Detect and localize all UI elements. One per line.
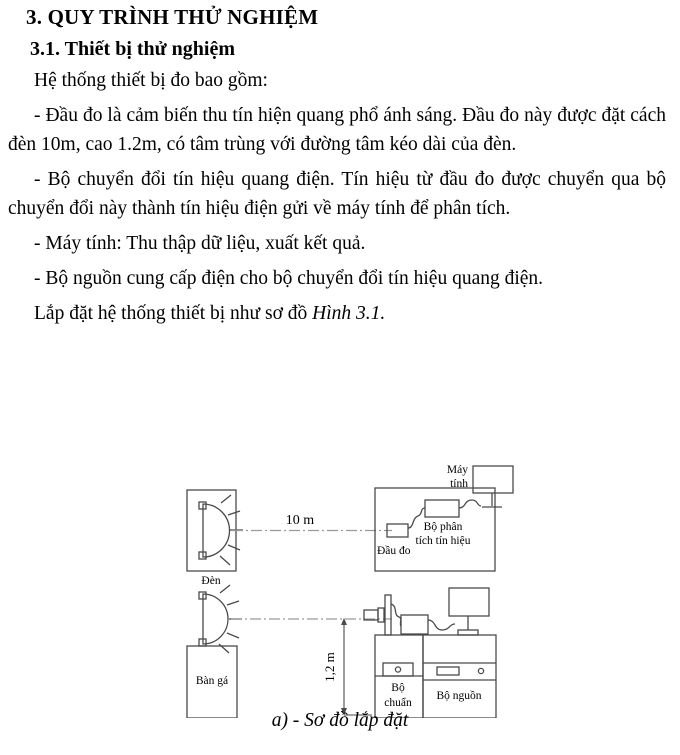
power-unit-label-side: Bộ nguồn: [436, 690, 482, 702]
computer-monitor-screen-top: [473, 466, 513, 493]
page-title: 3. QUY TRÌNH THỬ NGHIỆM: [26, 5, 319, 29]
cable-detector-analyzer-top: [408, 508, 425, 528]
fixture-table-label-side: Bàn gá: [195, 675, 229, 687]
power-unit-indicator-side: [478, 668, 483, 673]
lamp-reflector-side: [203, 594, 228, 644]
lamp-reflector-top: [203, 504, 230, 557]
standard-unit-knob-side: [395, 667, 400, 672]
power-unit-slot-side: [437, 667, 459, 675]
distance-label-top: 10 m: [285, 513, 315, 528]
standard-unit-label-side-line2: chuẩn: [384, 697, 412, 709]
paragraph-power-supply: - Bộ nguồn cung cấp điện cho bộ chuyển đổi tín hiệu quang điện.: [34, 268, 544, 290]
dimension-height-side: [341, 618, 372, 715]
paragraph-converter: - Bộ chuyển đổi tín hiệu quang điện. Tín hiệu từ đầu đo được chuyển qua bộ chuyển đổi này thành tín hiệu điện gửi về máy tính để phân tích.: [8, 169, 666, 220]
computer-label-top-line1: Máy: [446, 464, 468, 476]
height-label-side: 1,2 m: [322, 652, 337, 682]
bench-right-side: [423, 635, 496, 718]
analyzer-box-side: [401, 615, 428, 634]
document-page: [0, 6, 680, 755]
paragraph-detector: - Đầu đo là cảm biến thu tín hiện quang phổ ánh sáng. Đầu đo này được đặt cách đèn 10m, cao 1.2m, có tâm trùng với đường tâm kéo dài của đèn.: [8, 105, 666, 156]
lamp-label-top: Đèn: [201, 575, 221, 587]
computer-monitor-base-side: [458, 630, 478, 635]
figure-caption: a) - Sơ đồ lắp đặt: [271, 710, 409, 731]
section-heading: 3.1. Thiết bị thử nghiệm: [30, 38, 235, 61]
figure-reference-label: Hình 3.1.: [312, 303, 386, 325]
analyzer-label-top-line1: Bộ phân: [423, 521, 463, 533]
paragraph-figure-reference: [8, 299, 666, 328]
computer-label-top-line2: tính: [450, 478, 468, 490]
computer-monitor-screen-side: [449, 588, 489, 616]
detector-collar-side: [378, 608, 384, 622]
cable-analyzer-computer-side: [428, 620, 455, 630]
analyzer-label-top-line2: tích tín hiệu: [415, 535, 471, 547]
paragraph-intro: Hệ thống thiết bị đo bao gồm:: [34, 70, 268, 92]
standard-unit-face-side: [383, 663, 413, 676]
cable-detector-analyzer-side: [391, 604, 401, 626]
lamp-enclosure-top: [187, 490, 236, 571]
figure-installation-diagram: [0, 458, 680, 755]
detector-post-side: [385, 595, 391, 635]
standard-unit-label-side-line1: Bộ: [391, 682, 405, 694]
detector-label-top: Đầu đo: [377, 545, 411, 557]
cable-analyzer-computer-top: [459, 500, 481, 508]
diagram-canvas: [0, 458, 680, 718]
figure-reference-text: Lắp đặt hệ thống thiết bị như sơ đồ: [34, 303, 313, 325]
analyzer-box-top: [425, 500, 459, 517]
paragraph-computer: - Máy tính: Thu thập dữ liệu, xuất kết quả.: [34, 233, 366, 255]
